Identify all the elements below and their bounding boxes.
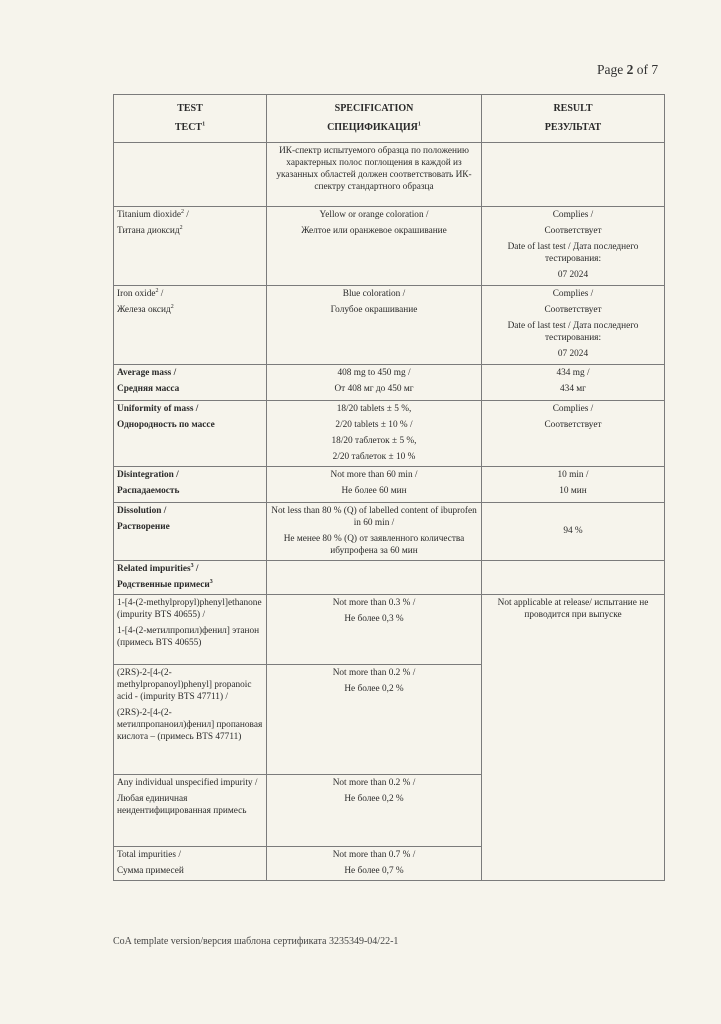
table-row [114, 401, 665, 467]
coa-table [113, 94, 665, 881]
table-row [114, 467, 665, 503]
test-cell: Titanium dioxide$^2$ / Титана диоксид$^2$ [114, 207, 267, 286]
test-cell: Uniformity of mass / Однородность по массе [114, 401, 267, 467]
spec-cell: Not more than 0.3 % / Не более 0,3 % [267, 595, 482, 665]
page-number: Page 2 of 7 [597, 62, 659, 77]
test-cell: Disintegration / Распадаемость [114, 467, 267, 503]
test-cell: Total impurities / Сумма примесей [114, 847, 267, 881]
test-cell: (2RS)-2-[4-(2-methylpropanoyl)phenyl] propanoic acid - (impurity BTS 47711) / (2RS)-2-[4-(2-метилпропаноил)фенил] пропановая кислота – (примесь BTS 47711) [114, 665, 267, 775]
spec-cell: Not more than 0.2 % / Не более 0,2 % [267, 775, 482, 847]
result-cell [482, 143, 665, 207]
result-cell: 94 % [482, 503, 665, 561]
result-cell [482, 561, 665, 595]
test-cell [114, 143, 267, 207]
table-row [114, 595, 665, 665]
spec-cell: ИК-спектр испытуемого образца по положению характерных полос поглощения в каждой из указанных областей должен соответствовать ИК-спектру стандартного образца [267, 143, 482, 207]
spec-cell: 18/20 tablets ± 5 %, 2/20 tablets ± 10 % / 18/20 таблеток ± 5 %, 2/20 таблеток ± 10 % [267, 401, 482, 467]
test-cell: Average mass / Средняя масса [114, 365, 267, 401]
test-cell: 1-[4-(2-methylpropyl)phenyl]ethanone (impurity BTS 40655) / 1-[4-(2-метилпропил)фенил] этанон (примесь BTS 40655) [114, 595, 267, 665]
test-cell: Iron oxide$^2$ / Железа оксид$^2$ [114, 286, 267, 365]
table-row [114, 143, 665, 207]
result-cell: Complies / Соответствует [482, 401, 665, 467]
spec-cell: Not less than 80 % (Q) of labelled content of ibuprofen in 60 min / Не менее 80 % (Q) от заявленного количества ибупрофена за 60 мин [267, 503, 482, 561]
spec-cell: 408 mg to 450 mg / От 408 мг до 450 мг [267, 365, 482, 401]
header-test: TEST ТЕСТ$^1$ [114, 95, 267, 143]
table-row [114, 365, 665, 401]
spec-cell: Not more than 60 min / Не более 60 мин [267, 467, 482, 503]
table-row [114, 286, 665, 365]
result-cell: 10 min / 10 мин [482, 467, 665, 503]
table-header-row [114, 95, 665, 143]
result-cell: Complies / Соответствует Date of last test / Дата последнего тестирования: 07 2024 [482, 286, 665, 365]
table-row [114, 561, 665, 595]
test-cell: Dissolution / Растворение [114, 503, 267, 561]
table-row [114, 503, 665, 561]
test-cell: Any individual unspecified impurity / Любая единичная неидентифицированная примесь [114, 775, 267, 847]
spec-cell: Not more than 0.2 % / Не более 0,2 % [267, 665, 482, 775]
header-result: RESULT РЕЗУЛЬТАТ [482, 95, 665, 143]
spec-cell: Blue coloration / Голубое окрашивание [267, 286, 482, 365]
spec-cell [267, 561, 482, 595]
result-cell: 434 mg / 434 мг [482, 365, 665, 401]
spec-cell: Not more than 0.7 % / Не более 0,7 % [267, 847, 482, 881]
result-cell: Not applicable at release/ испытание не проводится при выпуске [482, 595, 665, 881]
header-specification: SPECIFICATION СПЕЦИФИКАЦИЯ$^1$ [267, 95, 482, 143]
result-cell: Complies / Соответствует Date of last test / Дата последнего тестирования: 07 2024 [482, 207, 665, 286]
template-version-footer: CoA template version/версия шаблона сертификата 3235349-04/22-1 [113, 936, 399, 947]
spec-cell: Yellow or orange coloration / Желтое или оранжевое окрашивание [267, 207, 482, 286]
table-row [114, 207, 665, 286]
test-cell: Related impurities$^3$ / Родственные примеси$^3$ [114, 561, 267, 595]
